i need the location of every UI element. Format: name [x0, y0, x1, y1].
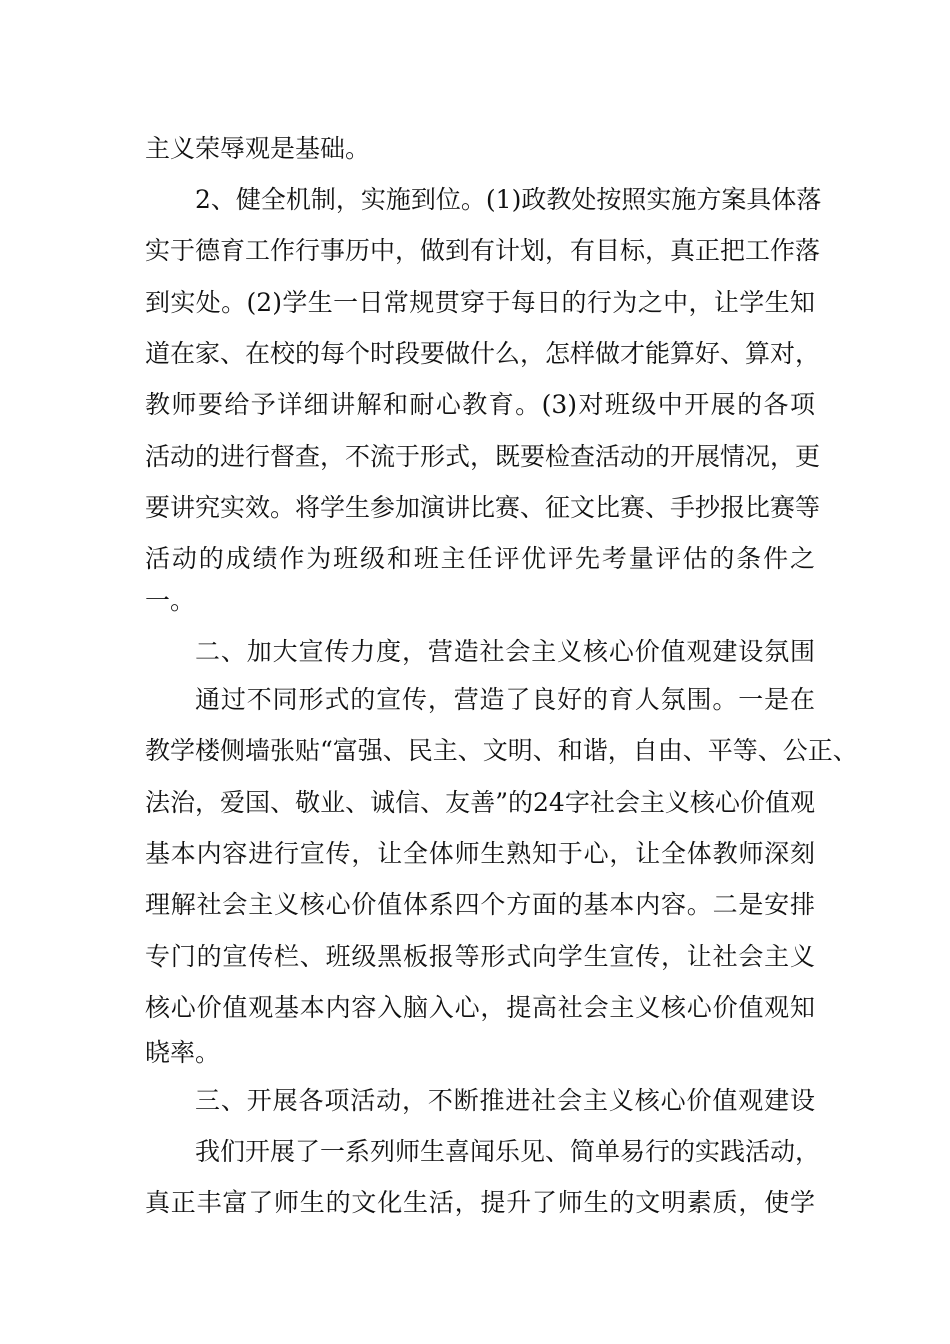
text-line: 要讲究实效。将学生参加演讲比赛、征文比赛、手抄报比赛等 [145, 493, 821, 522]
text-line: 主义荣辱观是基础。 [145, 134, 371, 163]
text-line: 教学楼侧墙张贴“富强、民主、文明、和谐，自由、平等、公正、 [145, 736, 858, 765]
text-line: 法治，爱国、敬业、诚信、友善”的24字社会主义核心价值观 [145, 788, 815, 817]
text-line: 一。 [145, 586, 196, 615]
text-line: 实于德育工作行事历中，做到有计划，有目标，真正把工作落 [145, 236, 821, 265]
section-heading: 二、加大宣传力度，营造社会主义核心价值观建设氛围 [195, 637, 815, 666]
text-line: 教师要给予详细讲解和耐心教育。(3)对班级中开展的各项 [145, 390, 815, 419]
section-heading: 三、开展各项活动，不断推进社会主义核心价值观建设 [195, 1086, 815, 1115]
text-line: 基本内容进行宣传，让全体师生熟知于心，让全体教师深刻 [145, 839, 815, 868]
text-line: 道在家、在校的每个时段要做什么，怎样做才能算好、算对， [145, 339, 821, 368]
text-line: 我们开展了一系列师生喜闻乐见、简单易行的实践活动， [195, 1137, 821, 1166]
text-line: 理解社会主义核心价值体系四个方面的基本内容。二是安排 [145, 890, 815, 919]
text-line: 通过不同形式的宣传，营造了良好的育人氛围。一是在 [195, 685, 815, 714]
text-line: 真正丰富了师生的文化生活，提升了师生的文明素质，使学 [145, 1188, 815, 1217]
text-line: 活动的进行督查，不流于形式，既要检查活动的开展情况，更 [145, 442, 821, 471]
text-line: 专门的宣传栏、班级黑板报等形式向学生宣传，让社会主义 [145, 942, 815, 971]
text-line: 晓率。 [145, 1038, 221, 1067]
text-line: 核心价值观基本内容入脑入心，提高社会主义核心价值观知 [145, 993, 815, 1022]
text-line: 活动的成绩作为班级和班主任评优评先考量评估的条件之 [145, 544, 815, 573]
text-line: 到实处。(2)学生一日常规贯穿于每日的行为之中，让学生知 [145, 288, 815, 317]
text-line: 2、健全机制，实施到位。(1)政教处按照实施方案具体落 [195, 185, 822, 214]
